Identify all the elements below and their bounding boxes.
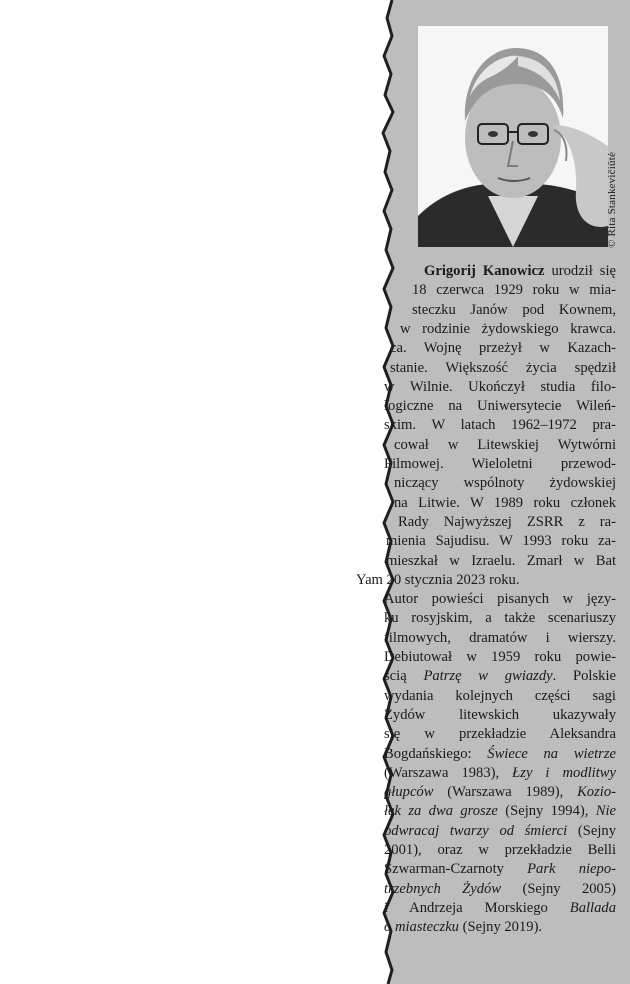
bio-line: mieszkał w Izraelu. Zmarł w Bat [386,552,616,569]
bio-line: Filmowej. Wieloletni przewod- [384,456,616,472]
works-line: Żydów litewskich ukazywały [384,706,616,723]
bio-line: na Litwie. W 1989 roku członek [394,494,616,511]
author-name: Grigorij Kanowicz [424,263,545,279]
works-line: filmowych, dramatów i wierszy. [384,629,616,646]
bio-line: Yam 20 stycznia 2023 roku. [356,571,520,588]
book-title: trzebnych Żydów [384,880,502,897]
works-line: Debiutował w 1959 roku powie- [384,649,616,665]
book-title: Świece na wietrze [487,745,616,762]
book-title: Ballada [569,899,616,916]
bio-line: w Wilnie. Ukończył studia filo- [384,378,616,395]
works-line: łek za dwa grosze (Sejny 1994), Nie [384,803,617,820]
photo-credit: © Rita Stankevičiūtė [606,151,618,248]
works-line: i Andrzeja Morskiego Ballada [384,899,616,916]
book-title: odwracaj twarzy od śmierci [384,822,568,839]
bio-line: ca. Wojnę przeżył w Kazach- [390,340,616,357]
bio-line: skim. W latach 1962–1972 pra- [384,417,616,434]
bio-line: logiczne na Uniwersytecie Wileń- [384,398,616,415]
bio-line: w rodzinie żydowskiego krawca. [400,320,616,337]
author-portrait-photo [418,26,608,247]
works-line: ku rosyjskim, a także scenariuszy [384,610,616,627]
book-title: Łzy i modlitwy [512,764,616,781]
book-title: Park niepo- [527,861,616,878]
book-title: Kozio- [577,784,616,801]
book-title: Nie [595,803,617,820]
bio-line: niczący wspólnoty żydowskiej [394,475,616,492]
works-line: wydania kolejnych części sagi [384,687,616,704]
bio-line: Grigorij Kanowicz urodził się [424,263,616,279]
bio-line: mienia Sajudisu. W 1993 roku za- [386,533,616,550]
works-line: trzebnych Żydów (Sejny 2005) [384,880,616,897]
book-title: głupców [384,784,434,801]
book-title: łek za dwa grosze [384,803,498,820]
works-line: Bogdańskiego: Świece na wietrze [384,745,616,762]
works-line: się w przekładzie Aleksandra [384,726,616,743]
works-line: 2001), oraz w przekładzie Belli [384,842,616,858]
bio-line: steczku Janów pod Kownem, [412,301,616,318]
bio-line: Rady Najwyższej ZSRR z ra- [398,513,616,530]
works-line: o miasteczku (Sejny 2019). [384,919,543,936]
works-line: odwracaj twarzy od śmierci (Sejny [384,822,616,839]
bio-line: cował w Litewskiej Wytwórni [394,436,616,453]
book-title: Patrzę w gwiazdy [423,668,553,685]
works-line: Autor powieści pisanych w języ- [384,591,616,608]
book-title: o miasteczku [384,919,459,936]
works-line: Szwarman-Czarnoty Park niepo- [384,861,616,878]
works-line: głupców (Warszawa 1989), Kozio- [384,784,616,801]
works-line: (Warszawa 1983), Łzy i modlitwy [384,764,616,781]
bio-line: stanie. Większość życia spędził [390,359,616,376]
bio-line: 18 czerwca 1929 roku w mia- [412,282,616,299]
works-line: ścią Patrzę w gwiazdy. Polskie [384,668,616,685]
